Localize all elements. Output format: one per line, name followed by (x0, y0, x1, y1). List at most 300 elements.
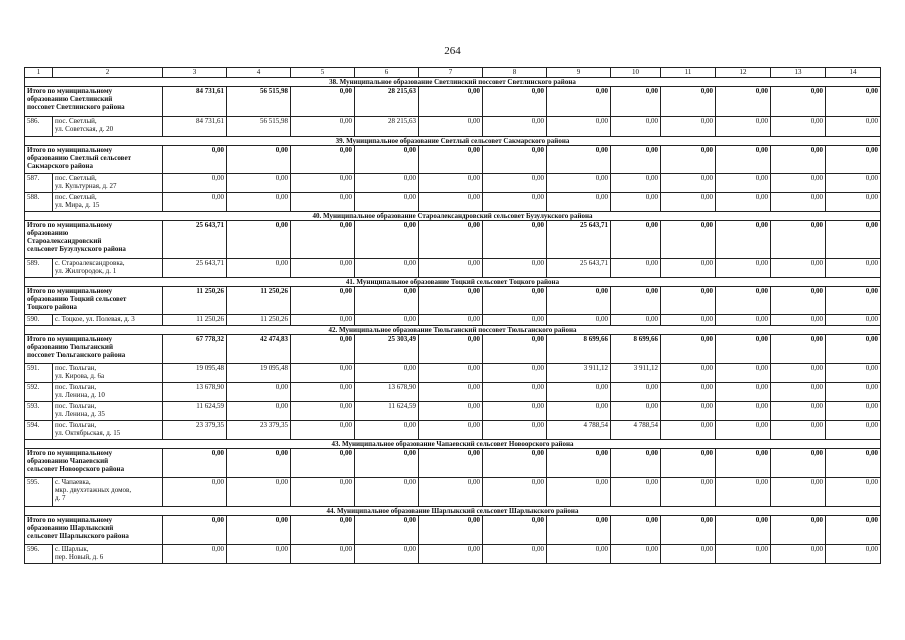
value-cell: 0,00 (661, 383, 716, 402)
value-cell: 0,00 (483, 259, 547, 278)
row-number: 590. (25, 315, 53, 326)
value-cell: 0,00 (716, 402, 771, 421)
value-cell: 0,00 (483, 287, 547, 315)
row-name (25, 287, 163, 315)
value-cell: 0,00 (611, 545, 661, 564)
value-cell: 0,00 (716, 87, 771, 117)
table-row (25, 383, 881, 402)
total-row (25, 449, 881, 478)
value-cell: 0,00 (483, 117, 547, 137)
value-cell: 0,00 (355, 146, 419, 174)
name-line: образованию Шарлыкский (27, 524, 114, 532)
value-cell: 11 250,26 (163, 315, 227, 326)
column-number: 2 (53, 68, 163, 78)
value-cell: 0,00 (771, 259, 826, 278)
value-cell: 0,00 (661, 449, 716, 478)
value-cell: 0,00 (661, 87, 716, 117)
column-number: 13 (771, 68, 826, 78)
value-cell: 0,00 (661, 146, 716, 174)
value-cell: 0,00 (716, 383, 771, 402)
value-cell: 0,00 (163, 449, 227, 478)
value-cell: 0,00 (419, 193, 483, 212)
value-cell: 0,00 (611, 146, 661, 174)
value-cell: 0,00 (291, 421, 355, 440)
value-cell: 0,00 (227, 545, 291, 564)
value-cell: 0,00 (419, 383, 483, 402)
section-heading: 43. Муниципальное образование Чапаевский сельсовет Новоорского района (25, 440, 881, 449)
name-line: сельсовет Новоорского района (27, 465, 125, 473)
value-cell: 11 250,26 (227, 287, 291, 315)
value-cell: 0,00 (716, 193, 771, 212)
column-number: 3 (163, 68, 227, 78)
name-line: пос. Тюльган, (55, 383, 97, 391)
name-line: ул. Ленина, д. 10 (55, 391, 105, 399)
table-body (25, 68, 881, 564)
name-line: ул. Кирова, д. 6а (55, 372, 105, 380)
value-cell: 0,00 (419, 315, 483, 326)
name-line: с. Староалександровка, (55, 259, 125, 267)
value-cell: 0,00 (419, 364, 483, 383)
value-cell: 0,00 (291, 449, 355, 478)
column-number: 9 (547, 68, 611, 78)
column-number: 5 (291, 68, 355, 78)
value-cell: 0,00 (826, 87, 881, 117)
value-cell: 67 778,32 (163, 335, 227, 364)
value-cell: 0,00 (227, 146, 291, 174)
row-name (53, 259, 163, 278)
value-cell: 0,00 (611, 259, 661, 278)
column-number: 6 (355, 68, 419, 78)
name-line: Староалександровский (27, 237, 102, 245)
value-cell: 0,00 (291, 87, 355, 117)
value-cell: 4 788,54 (611, 421, 661, 440)
value-cell: 0,00 (716, 364, 771, 383)
value-cell: 0,00 (419, 221, 483, 259)
value-cell: 0,00 (826, 545, 881, 564)
value-cell: 8 699,66 (547, 335, 611, 364)
value-cell: 0,00 (771, 174, 826, 193)
name-line: образованию Тюльганский (27, 343, 113, 351)
value-cell: 0,00 (547, 402, 611, 421)
value-cell: 0,00 (483, 545, 547, 564)
row-name (25, 449, 163, 478)
value-cell: 0,00 (611, 383, 661, 402)
row-name (53, 117, 163, 137)
value-cell: 0,00 (611, 287, 661, 315)
value-cell: 0,00 (547, 545, 611, 564)
name-line: сельсовет Шарлыкского района (27, 532, 129, 540)
row-name (53, 402, 163, 421)
value-cell: 0,00 (163, 478, 227, 507)
value-cell: 0,00 (291, 402, 355, 421)
value-cell: 0,00 (547, 478, 611, 507)
total-row (25, 146, 881, 174)
value-cell: 8 699,66 (611, 335, 661, 364)
value-cell: 0,00 (355, 449, 419, 478)
value-cell: 0,00 (483, 193, 547, 212)
value-cell: 28 215,63 (355, 117, 419, 137)
value-cell: 0,00 (661, 287, 716, 315)
value-cell: 0,00 (483, 449, 547, 478)
name-line: Итого по муниципальному (27, 87, 113, 95)
table-row (25, 478, 881, 507)
row-name (53, 364, 163, 383)
value-cell: 11 624,59 (163, 402, 227, 421)
value-cell: 0,00 (419, 402, 483, 421)
name-line: с. Шарлык, (55, 545, 89, 553)
value-cell: 0,00 (716, 421, 771, 440)
value-cell: 0,00 (355, 259, 419, 278)
value-cell: 0,00 (716, 315, 771, 326)
value-cell: 0,00 (355, 315, 419, 326)
value-cell: 0,00 (291, 545, 355, 564)
column-number: 11 (661, 68, 716, 78)
value-cell: 0,00 (661, 545, 716, 564)
value-cell: 0,00 (355, 287, 419, 315)
value-cell: 0,00 (227, 449, 291, 478)
table-row (25, 545, 881, 564)
name-line: образованию Тоцкий сельсовет (27, 295, 127, 303)
row-number: 592. (25, 383, 53, 402)
name-line: Итого по муниципальному (27, 146, 113, 154)
value-cell: 0,00 (661, 364, 716, 383)
value-cell: 0,00 (826, 315, 881, 326)
value-cell: 0,00 (419, 117, 483, 137)
value-cell: 0,00 (826, 421, 881, 440)
value-cell: 0,00 (483, 146, 547, 174)
total-row (25, 221, 881, 259)
value-cell: 3 911,12 (547, 364, 611, 383)
section-heading-row (25, 507, 881, 516)
value-cell: 0,00 (661, 221, 716, 259)
value-cell: 0,00 (771, 117, 826, 137)
value-cell: 0,00 (419, 478, 483, 507)
value-cell: 0,00 (483, 87, 547, 117)
value-cell: 0,00 (771, 383, 826, 402)
value-cell: 0,00 (547, 383, 611, 402)
value-cell: 0,00 (611, 221, 661, 259)
value-cell: 0,00 (771, 87, 826, 117)
value-cell: 0,00 (163, 516, 227, 545)
name-line: пос. Тюльган, (55, 364, 97, 372)
value-cell: 0,00 (716, 516, 771, 545)
row-name (25, 146, 163, 174)
value-cell: 0,00 (826, 402, 881, 421)
value-cell: 0,00 (355, 545, 419, 564)
value-cell: 25 643,71 (163, 221, 227, 259)
total-row (25, 87, 881, 117)
row-name (53, 193, 163, 212)
value-cell: 0,00 (826, 364, 881, 383)
value-cell: 0,00 (483, 364, 547, 383)
value-cell: 19 095,48 (163, 364, 227, 383)
value-cell: 0,00 (611, 193, 661, 212)
column-number: 12 (716, 68, 771, 78)
value-cell: 0,00 (716, 146, 771, 174)
value-cell: 0,00 (419, 335, 483, 364)
value-cell: 0,00 (661, 421, 716, 440)
value-cell: 0,00 (419, 174, 483, 193)
value-cell: 0,00 (716, 117, 771, 137)
name-line: образованию Светлинский (27, 95, 113, 103)
value-cell: 0,00 (826, 193, 881, 212)
value-cell: 0,00 (826, 449, 881, 478)
value-cell: 0,00 (419, 516, 483, 545)
value-cell: 0,00 (355, 516, 419, 545)
value-cell: 0,00 (611, 315, 661, 326)
value-cell: 0,00 (419, 259, 483, 278)
value-cell: 0,00 (291, 193, 355, 212)
value-cell: 0,00 (611, 449, 661, 478)
value-cell: 0,00 (611, 87, 661, 117)
value-cell: 0,00 (716, 545, 771, 564)
value-cell: 0,00 (826, 383, 881, 402)
value-cell: 0,00 (547, 117, 611, 137)
value-cell: 0,00 (291, 383, 355, 402)
name-line: Тоцкого района (27, 303, 78, 311)
value-cell: 0,00 (771, 287, 826, 315)
value-cell: 0,00 (611, 117, 661, 137)
value-cell: 0,00 (826, 259, 881, 278)
row-number: 593. (25, 402, 53, 421)
value-cell: 0,00 (771, 335, 826, 364)
value-cell: 0,00 (547, 193, 611, 212)
value-cell: 0,00 (291, 174, 355, 193)
value-cell: 84 731,61 (163, 87, 227, 117)
column-number: 14 (826, 68, 881, 78)
value-cell: 28 215,63 (355, 87, 419, 117)
value-cell: 0,00 (163, 545, 227, 564)
value-cell: 0,00 (771, 364, 826, 383)
value-cell: 0,00 (483, 315, 547, 326)
value-cell: 0,00 (716, 174, 771, 193)
value-cell: 0,00 (547, 87, 611, 117)
value-cell: 0,00 (483, 402, 547, 421)
value-cell: 0,00 (826, 287, 881, 315)
value-cell: 0,00 (611, 174, 661, 193)
row-name (53, 478, 163, 507)
value-cell: 0,00 (716, 335, 771, 364)
value-cell: 25 643,71 (547, 221, 611, 259)
value-cell: 0,00 (227, 402, 291, 421)
value-cell: 0,00 (419, 421, 483, 440)
column-number: 10 (611, 68, 661, 78)
value-cell: 11 250,26 (163, 287, 227, 315)
value-cell: 0,00 (716, 221, 771, 259)
total-row (25, 516, 881, 545)
value-cell: 0,00 (771, 146, 826, 174)
row-number: 588. (25, 193, 53, 212)
table-row (25, 421, 881, 440)
section-heading-row (25, 278, 881, 287)
value-cell: 0,00 (291, 259, 355, 278)
name-line: ул. Жилгородок, д. 1 (55, 267, 117, 275)
value-cell: 0,00 (227, 478, 291, 507)
value-cell: 0,00 (355, 364, 419, 383)
value-cell: 13 678,90 (355, 383, 419, 402)
section-heading-row (25, 212, 881, 221)
name-line: ул. Ленина, д. 35 (55, 410, 105, 418)
name-line: Итого по муниципальному (27, 335, 113, 343)
value-cell: 0,00 (716, 287, 771, 315)
value-cell: 0,00 (355, 421, 419, 440)
section-heading-row (25, 440, 881, 449)
value-cell: 42 474,83 (227, 335, 291, 364)
value-cell: 0,00 (227, 259, 291, 278)
row-number: 595. (25, 478, 53, 507)
value-cell: 23 379,35 (163, 421, 227, 440)
value-cell: 11 250,26 (227, 315, 291, 326)
name-line: поссовет Тюльганского района (27, 351, 126, 359)
value-cell: 0,00 (483, 478, 547, 507)
value-cell: 0,00 (227, 383, 291, 402)
name-line: образованию Светлый сельсовет (27, 154, 132, 162)
value-cell: 0,00 (661, 193, 716, 212)
value-cell: 0,00 (611, 402, 661, 421)
row-name (25, 516, 163, 545)
value-cell: 0,00 (355, 193, 419, 212)
value-cell: 0,00 (826, 146, 881, 174)
column-number: 7 (419, 68, 483, 78)
table-row (25, 174, 881, 193)
value-cell: 0,00 (163, 193, 227, 212)
value-cell: 0,00 (291, 315, 355, 326)
value-cell: 0,00 (291, 287, 355, 315)
value-cell: 0,00 (483, 335, 547, 364)
value-cell: 0,00 (661, 335, 716, 364)
value-cell: 84 731,61 (163, 117, 227, 137)
column-number: 1 (25, 68, 53, 78)
row-name (53, 421, 163, 440)
value-cell: 0,00 (716, 449, 771, 478)
value-cell: 0,00 (547, 516, 611, 545)
value-cell: 0,00 (771, 421, 826, 440)
table-row (25, 259, 881, 278)
value-cell: 0,00 (771, 193, 826, 212)
value-cell: 0,00 (483, 174, 547, 193)
column-number: 8 (483, 68, 547, 78)
name-line: ул. Мира, д. 15 (55, 201, 100, 209)
value-cell: 11 624,59 (355, 402, 419, 421)
value-cell: 0,00 (483, 383, 547, 402)
value-cell: 23 379,35 (227, 421, 291, 440)
value-cell: 0,00 (826, 117, 881, 137)
value-cell: 0,00 (661, 516, 716, 545)
section-heading-row (25, 326, 881, 335)
value-cell: 0,00 (661, 117, 716, 137)
row-number: 591. (25, 364, 53, 383)
name-line: Сакмарского района (27, 162, 93, 170)
section-heading: 44. Муниципальное образование Шарлыкский сельсовет Шарлыкского района (25, 507, 881, 516)
value-cell: 0,00 (163, 146, 227, 174)
column-number-row (25, 68, 881, 78)
value-cell: 0,00 (419, 146, 483, 174)
row-number: 589. (25, 259, 53, 278)
value-cell: 0,00 (826, 221, 881, 259)
name-line: пос. Светлый, (55, 193, 97, 201)
column-number: 4 (227, 68, 291, 78)
value-cell: 3 911,12 (611, 364, 661, 383)
value-cell: 0,00 (291, 516, 355, 545)
row-number: 596. (25, 545, 53, 564)
page-number: 264 (444, 45, 461, 57)
table-row (25, 364, 881, 383)
value-cell: 0,00 (355, 478, 419, 507)
name-line: пос. Тюльган, (55, 421, 97, 429)
value-cell: 0,00 (227, 174, 291, 193)
value-cell: 0,00 (547, 287, 611, 315)
value-cell: 0,00 (771, 478, 826, 507)
name-line: сельсовет Бузулукского района (27, 245, 126, 253)
name-line: образованию Чапаевский (27, 457, 109, 465)
section-heading: 41. Муниципальное образование Тоцкий сельсовет Тоцкого района (25, 278, 881, 287)
name-line: ул. Культурная, д. 27 (55, 182, 117, 190)
value-cell: 0,00 (227, 516, 291, 545)
row-name (53, 315, 163, 326)
name-line: д. 7 (55, 494, 66, 502)
value-cell: 0,00 (771, 315, 826, 326)
row-name (53, 545, 163, 564)
table-row (25, 402, 881, 421)
value-cell: 0,00 (547, 146, 611, 174)
value-cell: 0,00 (291, 478, 355, 507)
name-line: Итого по муниципальному (27, 221, 113, 229)
value-cell: 0,00 (716, 478, 771, 507)
value-cell: 25 643,71 (547, 259, 611, 278)
value-cell: 25 303,49 (355, 335, 419, 364)
row-number: 587. (25, 174, 53, 193)
value-cell: 0,00 (291, 221, 355, 259)
row-name (53, 174, 163, 193)
value-cell: 19 095,48 (227, 364, 291, 383)
name-line: Итого по муниципальному (27, 287, 113, 295)
value-cell: 0,00 (661, 315, 716, 326)
value-cell: 0,00 (661, 259, 716, 278)
value-cell: 0,00 (163, 174, 227, 193)
row-name (25, 221, 163, 259)
value-cell: 0,00 (611, 478, 661, 507)
row-number: 594. (25, 421, 53, 440)
name-line: ул. Октябрьская, д. 15 (55, 429, 121, 437)
name-line: мкр. двухэтажных домов, (55, 486, 132, 494)
value-cell: 56 515,98 (227, 87, 291, 117)
value-cell: 0,00 (771, 516, 826, 545)
name-line: пер. Новый, д. 6 (55, 553, 104, 561)
name-line: пос. Светлый, (55, 117, 97, 125)
value-cell: 0,00 (419, 287, 483, 315)
name-line: ул. Советская, д. 20 (55, 125, 114, 133)
value-cell: 0,00 (661, 478, 716, 507)
value-cell: 0,00 (547, 449, 611, 478)
data-table (24, 67, 881, 564)
row-name (25, 335, 163, 364)
value-cell: 4 788,54 (547, 421, 611, 440)
name-line: пос. Тюльган, (55, 402, 97, 410)
table-row (25, 193, 881, 212)
section-heading: 40. Муниципальное образование Староалександровский сельсовет Бузулукского района (25, 212, 881, 221)
value-cell: 25 643,71 (163, 259, 227, 278)
value-cell: 0,00 (771, 402, 826, 421)
section-heading: 38. Муниципальное образование Светлинский поссовет Светлинского района (25, 78, 881, 87)
value-cell: 56 515,98 (227, 117, 291, 137)
name-line: пос. Светлый, (55, 174, 97, 182)
table-row (25, 315, 881, 326)
value-cell: 0,00 (419, 545, 483, 564)
name-line: с. Тоцкое, ул. Полевая, д. 3 (55, 315, 135, 323)
value-cell: 0,00 (227, 193, 291, 212)
value-cell: 0,00 (291, 146, 355, 174)
row-name (25, 87, 163, 117)
